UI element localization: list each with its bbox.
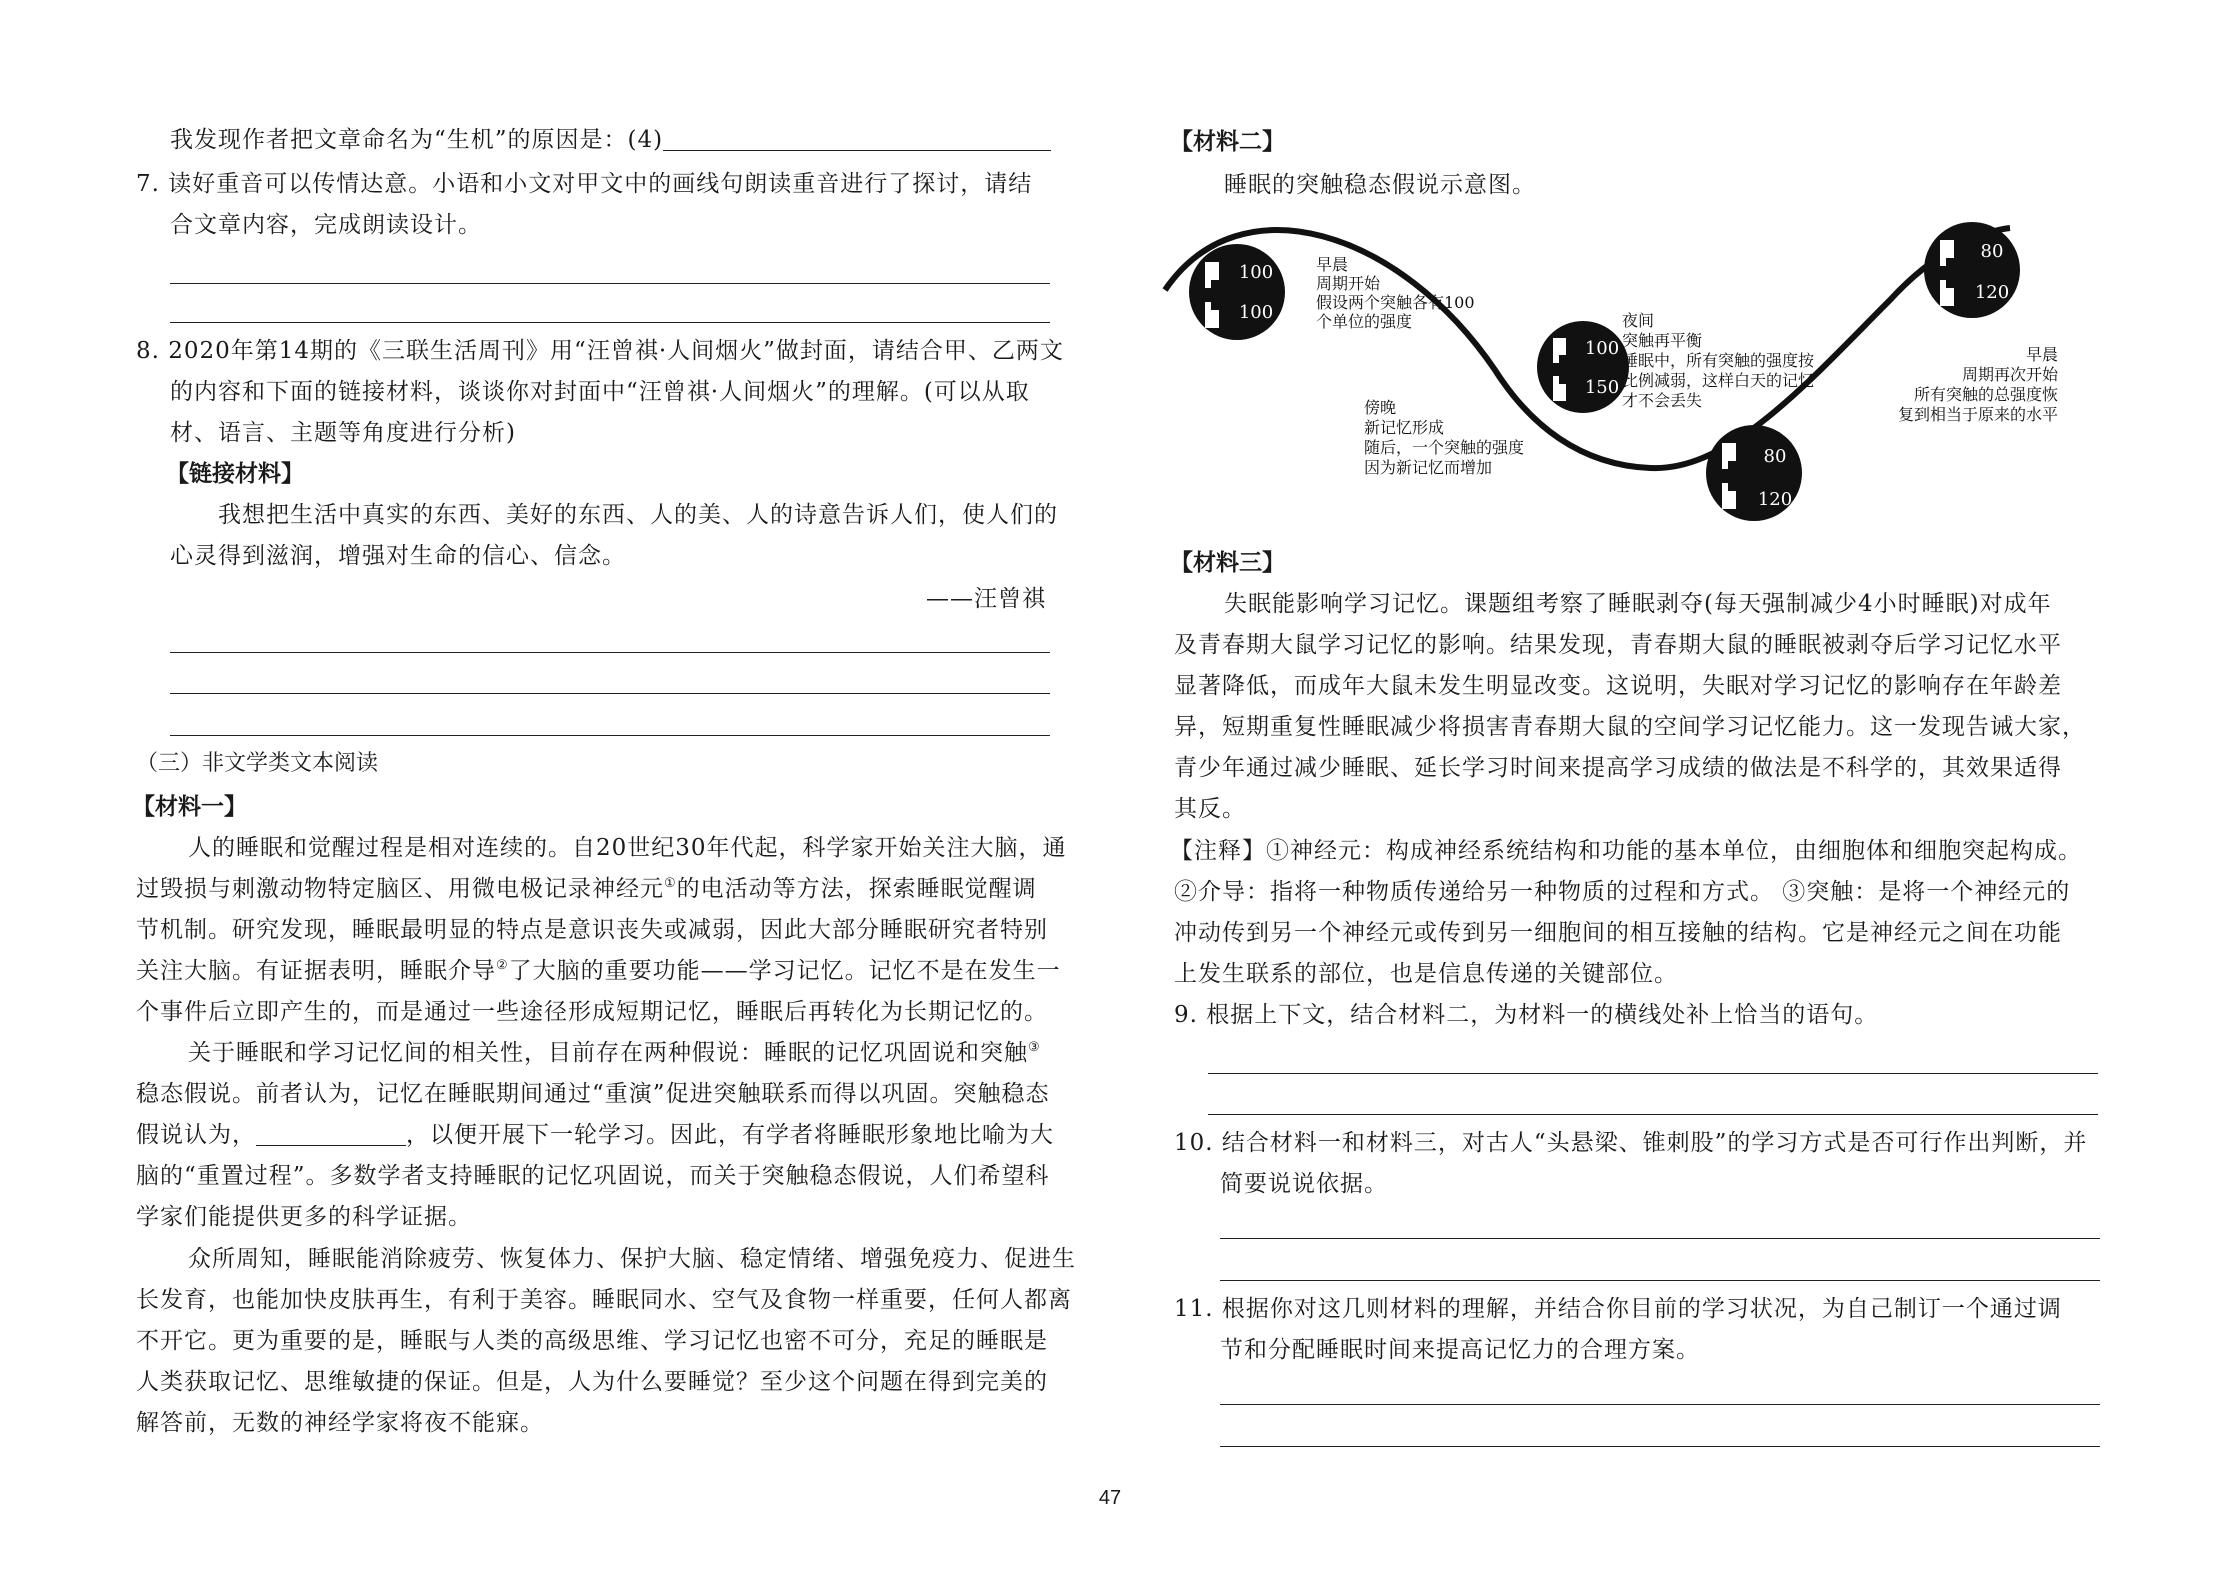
node-disc xyxy=(1537,321,1629,413)
node-disc xyxy=(1924,222,2020,318)
notes-line-3: 冲动传到另一个神经元或传到另一细胞间的相互接触的结构。它是神经元之间在功能 xyxy=(1174,920,2062,946)
note-mark-2: ② xyxy=(496,958,509,973)
node-bottom-value: 120 xyxy=(1757,489,1793,510)
node-top-value: 100 xyxy=(1238,262,1274,283)
m1-p1-line-2: 过毁损与刺激动物特定脑区、用微电极记录神经元①的电活动等方法，探索睡眠觉醒调 xyxy=(136,876,1037,902)
svg-text:周期再次开始: 周期再次开始 xyxy=(1961,365,2058,384)
q11-answer-line-2[interactable] xyxy=(1220,1446,2100,1447)
svg-text:睡眠中，所有突触的强度按: 睡眠中，所有突触的强度按 xyxy=(1622,351,1815,370)
label-night xyxy=(1622,311,1815,410)
quote-attribution: ——汪曾祺 xyxy=(926,586,1046,612)
q7-answer-line-2[interactable] xyxy=(170,322,1050,323)
svg-text:随后，一个突触的强度: 随后，一个突触的强度 xyxy=(1364,438,1525,457)
svg-text:所有突触的总强度恢: 所有突触的总强度恢 xyxy=(1913,385,2058,404)
m3-line-2: 及青春期大鼠学习记忆的影响。结果发现，青春期大鼠的睡眠被剥夺后学习记忆水平 xyxy=(1174,632,2062,658)
q10-line-2: 简要说说依据。 xyxy=(1220,1171,1388,1197)
link-material-header: 【链接材料】 xyxy=(166,461,304,487)
q10-answer-line-1[interactable] xyxy=(1220,1238,2100,1239)
node-bottom-value: 120 xyxy=(1974,282,2010,303)
m3-line-3: 显著降低，而成年大鼠未发生明显改变。这说明，失眠对学习记忆的影响存在年龄差 xyxy=(1174,673,2062,699)
q9-answer-line-1[interactable] xyxy=(1208,1073,2098,1074)
m1-fill-blank[interactable] xyxy=(256,1125,406,1146)
svg-text:早晨: 早晨 xyxy=(1316,255,1349,274)
m1-p2-line-4: 脑的“重置过程”。多数学者支持睡眠的记忆巩固说，而关于突触稳态假说，人们希望科 xyxy=(136,1163,1050,1189)
link-quote-line-1: 我想把生活中真实的东西、美好的东西、人的美、人的诗意告诉人们，使人们的 xyxy=(218,502,1058,528)
m1-p2-line-3: 假说认为， ，以便开展下一轮学习。因此，有学者将睡眠形象地比喻为大 xyxy=(136,1122,1054,1148)
m1-p1-line-1: 人的睡眠和觉醒过程是相对连续的。自20世纪30年代起，科学家开始关注大脑，通 xyxy=(188,835,1067,861)
q6-answer-line xyxy=(170,125,1051,155)
q8-answer-line-2[interactable] xyxy=(170,693,1050,694)
q11-answer-line-1[interactable] xyxy=(1220,1404,2100,1405)
node-bottom-value: 100 xyxy=(1238,302,1274,323)
q7-line-2: 合文章内容，完成朗读设计。 xyxy=(170,212,482,238)
label-morning-2 xyxy=(1898,345,2059,424)
note-mark-3: ③ xyxy=(1028,1040,1041,1055)
m1-p3-line-3: 不开它。更为重要的是，睡眠与人类的高级思维、学习记忆也密不可分，充足的睡眠是 xyxy=(136,1328,1048,1354)
q6-answer-blank[interactable] xyxy=(663,130,1051,151)
svg-text:周期开始: 周期开始 xyxy=(1316,274,1381,293)
svg-text:新记忆形成: 新记忆形成 xyxy=(1364,418,1445,437)
m1-p2-line-1: 关于睡眠和学习记忆间的相关性，目前存在两种假说：睡眠的记忆巩固说和突触③ xyxy=(188,1040,1041,1066)
q9-prompt: 9. 根据上下文，结合材料二，为材料一的横线处补上恰当的语句。 xyxy=(1174,1002,1879,1028)
m3-line-4: 异，短期重复性睡眠减少将损害青春期大鼠的空间学习记忆能力。这一发现告诫大家， xyxy=(1174,714,2086,740)
m3-line-1: 失眠能影响学习记忆。课题组考察了睡眠剥夺(每天强制减少4小时睡眠)对成年 xyxy=(1224,591,2052,617)
q10-answer-line-2[interactable] xyxy=(1220,1280,2100,1281)
notes-line-2: ②介导：指将一种物质传递给另一种物质的过程和方式。 ③突触：是将一个神经元的 xyxy=(1174,879,2071,905)
notes-line-4: 上发生联系的部位，也是信息传递的关键部位。 xyxy=(1174,961,1678,987)
q10-line-1: 10. 结合材料一和材料三，对古人“头悬梁、锥刺股”的学习方式是否可行作出判断，并 xyxy=(1174,1130,2088,1156)
node-bottom-value: 150 xyxy=(1584,377,1620,398)
svg-text:夜间: 夜间 xyxy=(1622,311,1655,330)
synapse-node-evening xyxy=(1706,425,1802,521)
node-top-value: 100 xyxy=(1584,338,1620,359)
material-3-header: 【材料三】 xyxy=(1170,550,1285,576)
svg-text:才不会丢失: 才不会丢失 xyxy=(1622,391,1703,410)
diagram-caption: 睡眠的突触稳态假说示意图。 xyxy=(1224,172,1536,198)
q8-answer-line-1[interactable] xyxy=(170,652,1050,653)
q6-prompt: 我发现作者把文章命名为“生机”的原因是：(4) xyxy=(170,127,664,153)
link-quote-line-2: 心灵得到滋润，增强对生命的信心、信念。 xyxy=(170,543,626,569)
label-evening xyxy=(1364,398,1524,477)
q8-line-2: 的内容和下面的链接材料，谈谈你对封面中“汪曾祺·人间烟火”的理解。(可以从取 xyxy=(170,379,1030,405)
synapse-node-morning xyxy=(1189,244,1285,340)
svg-text:傍晚: 傍晚 xyxy=(1364,398,1397,417)
synapse-diagram xyxy=(1110,200,2220,540)
synapse-node-night xyxy=(1537,321,1629,413)
note-mark-1: ① xyxy=(664,876,677,891)
m1-p3-line-4: 人类获取记忆、思维敏捷的保证。但是，人为什么要睡觉？至少这个问题在得到完美的 xyxy=(136,1369,1048,1395)
m3-line-5: 青少年通过减少睡眠、延长学习时间来提高学习成绩的做法是不科学的，其效果适得 xyxy=(1174,755,2062,781)
q8-answer-line-3[interactable] xyxy=(170,735,1050,736)
m1-p2-line-2: 稳态假说。前者认为，记忆在睡眠期间通过“重演”促进突触联系而得以巩固。突触稳态 xyxy=(136,1081,1050,1107)
q7-line-1: 7. 读好重音可以传情达意。小语和小文对甲文中的画线句朗读重音进行了探讨，请结 xyxy=(136,171,1033,197)
svg-text:复到相当于原来的水平: 复到相当于原来的水平 xyxy=(1897,405,2058,424)
svg-text:突触再平衡: 突触再平衡 xyxy=(1622,331,1703,350)
svg-text:因为新记忆而增加: 因为新记忆而增加 xyxy=(1364,458,1493,477)
notes-line-1: 【注释】①神经元：构成神经系统结构和功能的基本单位，由细胞体和细胞突起构成。 xyxy=(1170,838,2082,864)
svg-text:早晨: 早晨 xyxy=(2025,345,2058,364)
m1-p3-line-1: 众所周知，睡眠能消除疲劳、恢复体力、保护大脑、稳定情绪、增强免疫力、促进生 xyxy=(188,1246,1076,1272)
q8-line-1: 8. 2020年第14期的《三联生活周刊》用“汪曾祺·人间烟火”做封面，请结合甲、乙两文 xyxy=(136,338,1064,364)
q11-line-2: 节和分配睡眠时间来提高记忆力的合理方案。 xyxy=(1220,1337,1700,1363)
m1-p3-line-2: 长发育，也能加快皮肤再生，有利于美容。睡眠同水、空气及食物一样重要，任何人都离 xyxy=(136,1287,1072,1313)
q8-line-3: 材、语言、主题等角度进行分析) xyxy=(170,420,516,446)
m1-p1-line-4: 关注大脑。有证据表明，睡眠介导②了大脑的重要功能——学习记忆。记忆不是在发生一 xyxy=(136,958,1061,984)
m3-line-6: 其反。 xyxy=(1174,796,1246,822)
node-top-value: 80 xyxy=(1763,446,1787,467)
m1-p2-line-5: 学家们能提供更多的科学证据。 xyxy=(136,1204,472,1230)
svg-text:比例减弱，这样白天的记忆: 比例减弱，这样白天的记忆 xyxy=(1622,371,1815,390)
material-1-header: 【材料一】 xyxy=(132,794,247,820)
q7-answer-line-1[interactable] xyxy=(170,283,1050,284)
q9-answer-line-2[interactable] xyxy=(1208,1114,2098,1115)
m1-p1-line-5: 个事件后立即产生的，而是通过一些途径形成短期记忆，睡眠后再转化为长期记忆的。 xyxy=(136,999,1048,1025)
q11-line-1: 11. 根据你对这几则材料的理解，并结合你目前的学习状况，为自己制订一个通过调 xyxy=(1174,1296,2062,1322)
m1-p1-line-3: 节机制。研究发现，睡眠最明显的特点是意识丧失或减弱，因此大部分睡眠研究者特别 xyxy=(136,917,1048,943)
node-top-value: 80 xyxy=(1980,241,2004,262)
page-number: 47 xyxy=(1098,1487,1122,1509)
material-2-header: 【材料二】 xyxy=(1170,129,1285,155)
synapse-node-morning-2 xyxy=(1924,222,2020,318)
svg-text:假设两个突触各有100: 假设两个突触各有100 xyxy=(1316,293,1475,312)
node-disc xyxy=(1189,244,1285,340)
svg-text:个单位的强度: 个单位的强度 xyxy=(1316,312,1413,331)
section-title: （三）非文学类文本阅读 xyxy=(136,751,379,776)
m1-p3-line-5: 解答前，无数的神经学家将夜不能寐。 xyxy=(136,1410,544,1436)
